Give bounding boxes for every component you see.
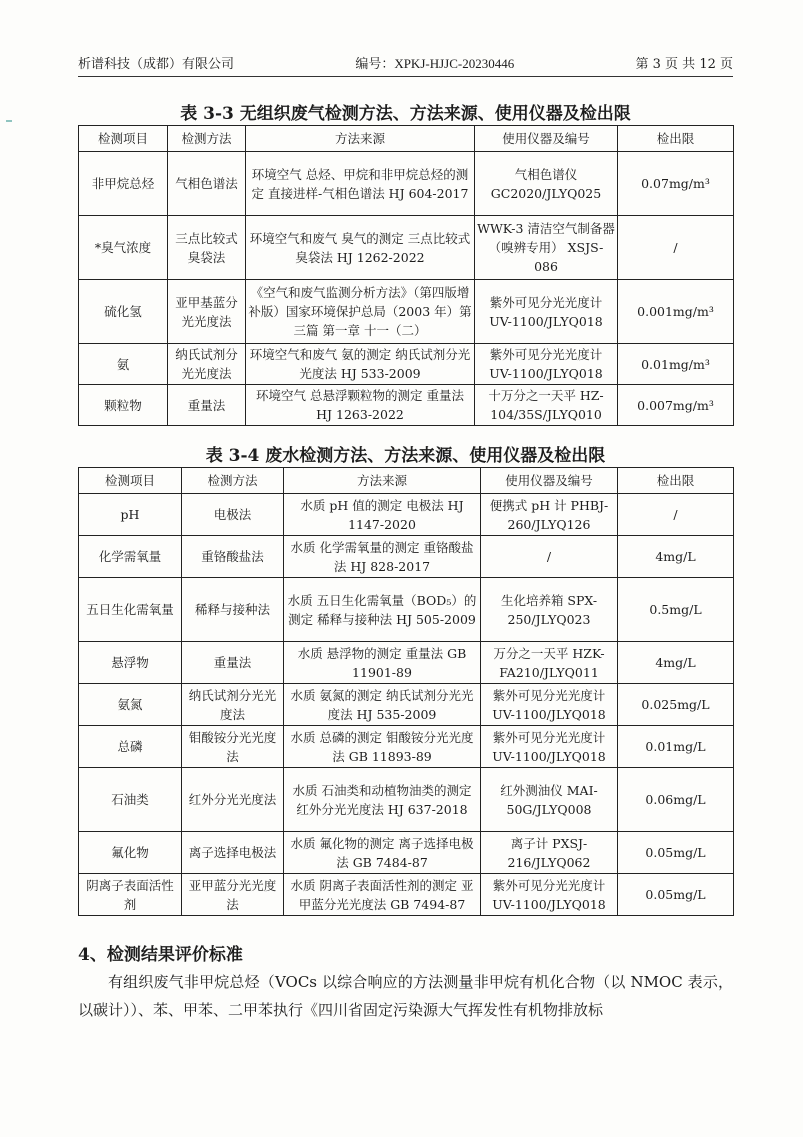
limit-cell: 4mg/L bbox=[618, 536, 734, 578]
instrument-cell: 紫外可见分光光度计 UV-1100/JLYQ018 bbox=[475, 344, 618, 385]
method-cell: 三点比较式臭袋法 bbox=[168, 216, 246, 280]
method-cell: 气相色谱法 bbox=[168, 152, 246, 216]
item-cell: 硫化氢 bbox=[79, 280, 168, 344]
limit-cell: 0.06mg/L bbox=[618, 768, 734, 832]
header-limit: 检出限 bbox=[618, 468, 734, 494]
page-header bbox=[78, 53, 733, 77]
limit-cell: 0.01mg/L bbox=[618, 726, 734, 768]
limit-cell: 0.001mg/m³ bbox=[618, 280, 734, 344]
limit-cell: 0.025mg/L bbox=[618, 684, 734, 726]
source-cell: 《空气和废气监测分析方法》（第四版增补版）国家环境保护总局（2003 年）第三篇 第一章 十一（二） bbox=[246, 280, 475, 344]
instrument-cell: 离子计 PXSJ-216/JLYQ062 bbox=[481, 832, 618, 874]
table-row bbox=[79, 385, 734, 426]
table-row bbox=[79, 832, 734, 874]
instrument-cell: 便携式 pH 计 PHBJ-260/JLYQ126 bbox=[481, 494, 618, 536]
table-3-4-caption: 表 3-4 废水检测方法、方法来源、使用仪器及检出限 bbox=[205, 446, 606, 466]
item-cell: 石油类 bbox=[79, 768, 182, 832]
item-cell: 阴离子表面活性剂 bbox=[79, 874, 182, 916]
table-row bbox=[79, 216, 734, 280]
limit-cell: 0.5mg/L bbox=[618, 578, 734, 642]
source-cell: 水质 五日生化需氧量（BOD₅）的测定 稀释与接种法 HJ 505-2009 bbox=[284, 578, 481, 642]
table-row bbox=[79, 642, 734, 684]
item-cell: 总磷 bbox=[79, 726, 182, 768]
method-cell: 纳氏试剂分光光度法 bbox=[182, 684, 284, 726]
instrument-cell: 紫外可见分光光度计 UV-1100/JLYQ018 bbox=[481, 874, 618, 916]
item-cell: 悬浮物 bbox=[79, 642, 182, 684]
table-row bbox=[79, 152, 734, 216]
header-source: 方法来源 bbox=[284, 468, 481, 494]
table-row bbox=[79, 344, 734, 385]
instrument-cell: WWK-3 清洁空气制备器（嗅辨专用） XSJS-086 bbox=[475, 216, 618, 280]
page-number: 第 3 页 共 12 页 bbox=[635, 57, 733, 72]
section-paragraph: 有组织废气非甲烷总烃（VOCs 以综合响应的方法测量非甲烷有机化合物（以 NMOC 表示，以碳计））、苯、甲苯、二甲苯执行《四川省固定污染源大气挥发性有机物排放标 bbox=[78, 973, 733, 1019]
item-cell: 氨 bbox=[79, 344, 168, 385]
instrument-cell: 红外测油仪 MAI-50G/JLYQ008 bbox=[481, 768, 618, 832]
limit-cell: 4mg/L bbox=[618, 642, 734, 684]
limit-cell: 0.01mg/m³ bbox=[618, 344, 734, 385]
limit-cell: 0.007mg/m³ bbox=[618, 385, 734, 426]
instrument-cell: 紫外可见分光光度计 UV-1100/JLYQ018 bbox=[481, 726, 618, 768]
item-cell: 非甲烷总烃 bbox=[79, 152, 168, 216]
source-cell: 水质 石油类和动植物油类的测定 红外分光光度法 HJ 637-2018 bbox=[284, 768, 481, 832]
scan-mark bbox=[6, 120, 12, 122]
limit-cell: 0.07mg/m³ bbox=[618, 152, 734, 216]
header-item: 检测项目 bbox=[79, 126, 168, 152]
source-cell: 水质 化学需氧量的测定 重铬酸盐法 HJ 828-2017 bbox=[284, 536, 481, 578]
method-cell: 红外分光光度法 bbox=[182, 768, 284, 832]
method-cell: 电极法 bbox=[182, 494, 284, 536]
method-cell: 纳氏试剂分光光度法 bbox=[168, 344, 246, 385]
item-cell: *臭气浓度 bbox=[79, 216, 168, 280]
item-cell: 颗粒物 bbox=[79, 385, 168, 426]
source-cell: 环境空气和废气 氨的测定 纳氏试剂分光光度法 HJ 533-2009 bbox=[246, 344, 475, 385]
source-cell: 环境空气 总烃、甲烷和非甲烷总烃的测定 直接进样-气相色谱法 HJ 604-2017 bbox=[246, 152, 475, 216]
header-method: 检测方法 bbox=[168, 126, 246, 152]
source-cell: 水质 氨氮的测定 纳氏试剂分光光度法 HJ 535-2009 bbox=[284, 684, 481, 726]
method-cell: 亚甲蓝分光光度法 bbox=[182, 874, 284, 916]
method-cell: 重量法 bbox=[168, 385, 246, 426]
item-cell: pH bbox=[79, 494, 182, 536]
header-instrument: 使用仪器及编号 bbox=[475, 126, 618, 152]
table-row bbox=[79, 726, 734, 768]
source-cell: 水质 悬浮物的测定 重量法 GB 11901-89 bbox=[284, 642, 481, 684]
table-row bbox=[79, 768, 734, 832]
table-3-3 bbox=[78, 125, 734, 426]
method-cell: 重量法 bbox=[182, 642, 284, 684]
method-cell: 亚甲基蓝分光光度法 bbox=[168, 280, 246, 344]
method-cell: 稀释与接种法 bbox=[182, 578, 284, 642]
instrument-cell: 气相色谱仪 GC2020/JLYQ025 bbox=[475, 152, 618, 216]
limit-cell: / bbox=[618, 216, 734, 280]
instrument-cell: 万分之一天平 HZK-FA210/JLYQ011 bbox=[481, 642, 618, 684]
source-cell: 环境空气 总悬浮颗粒物的测定 重量法 HJ 1263-2022 bbox=[246, 385, 475, 426]
header-source: 方法来源 bbox=[246, 126, 475, 152]
table-3-3-caption: 表 3-3 无组织废气检测方法、方法来源、使用仪器及检出限 bbox=[180, 104, 631, 124]
item-cell: 五日生化需氧量 bbox=[79, 578, 182, 642]
source-cell: 水质 阴离子表面活性剂的测定 亚甲蓝分光光度法 GB 7494-87 bbox=[284, 874, 481, 916]
table-row bbox=[79, 280, 734, 344]
item-cell: 化学需氧量 bbox=[79, 536, 182, 578]
instrument-cell: 紫外可见分光光度计 UV-1100/JLYQ018 bbox=[481, 684, 618, 726]
header-limit: 检出限 bbox=[618, 126, 734, 152]
limit-cell: 0.05mg/L bbox=[618, 832, 734, 874]
source-cell: 水质 总磷的测定 钼酸铵分光光度法 GB 11893-89 bbox=[284, 726, 481, 768]
table-row bbox=[79, 874, 734, 916]
source-cell: 环境空气和废气 臭气的测定 三点比较式臭袋法 HJ 1262-2022 bbox=[246, 216, 475, 280]
table-3-4 bbox=[78, 467, 734, 916]
source-cell: 水质 pH 值的测定 电极法 HJ 1147-2020 bbox=[284, 494, 481, 536]
source-cell: 水质 氟化物的测定 离子选择电极法 GB 7484-87 bbox=[284, 832, 481, 874]
header-method: 检测方法 bbox=[182, 468, 284, 494]
instrument-cell: 十万分之一天平 HZ-104/35S/JLYQ010 bbox=[475, 385, 618, 426]
method-cell: 离子选择电极法 bbox=[182, 832, 284, 874]
instrument-cell: 生化培养箱 SPX-250/JLYQ023 bbox=[481, 578, 618, 642]
table-row bbox=[79, 578, 734, 642]
item-cell: 氨氮 bbox=[79, 684, 182, 726]
instrument-cell: / bbox=[481, 536, 618, 578]
table-row bbox=[79, 536, 734, 578]
item-cell: 氟化物 bbox=[79, 832, 182, 874]
instrument-cell: 紫外可见分光光度计 UV-1100/JLYQ018 bbox=[475, 280, 618, 344]
limit-cell: / bbox=[618, 494, 734, 536]
header-item: 检测项目 bbox=[79, 468, 182, 494]
company-name: 析谱科技（成都）有限公司 bbox=[78, 57, 235, 72]
method-cell: 重铬酸盐法 bbox=[182, 536, 284, 578]
report-code: 编号：XPKJ-HJJC-20230446 bbox=[355, 56, 515, 71]
limit-cell: 0.05mg/L bbox=[618, 874, 734, 916]
section-title: 4、检测结果评价标准 bbox=[78, 945, 243, 965]
table-row bbox=[79, 684, 734, 726]
table-row bbox=[79, 494, 734, 536]
method-cell: 钼酸铵分光光度法 bbox=[182, 726, 284, 768]
header-instrument: 使用仪器及编号 bbox=[481, 468, 618, 494]
